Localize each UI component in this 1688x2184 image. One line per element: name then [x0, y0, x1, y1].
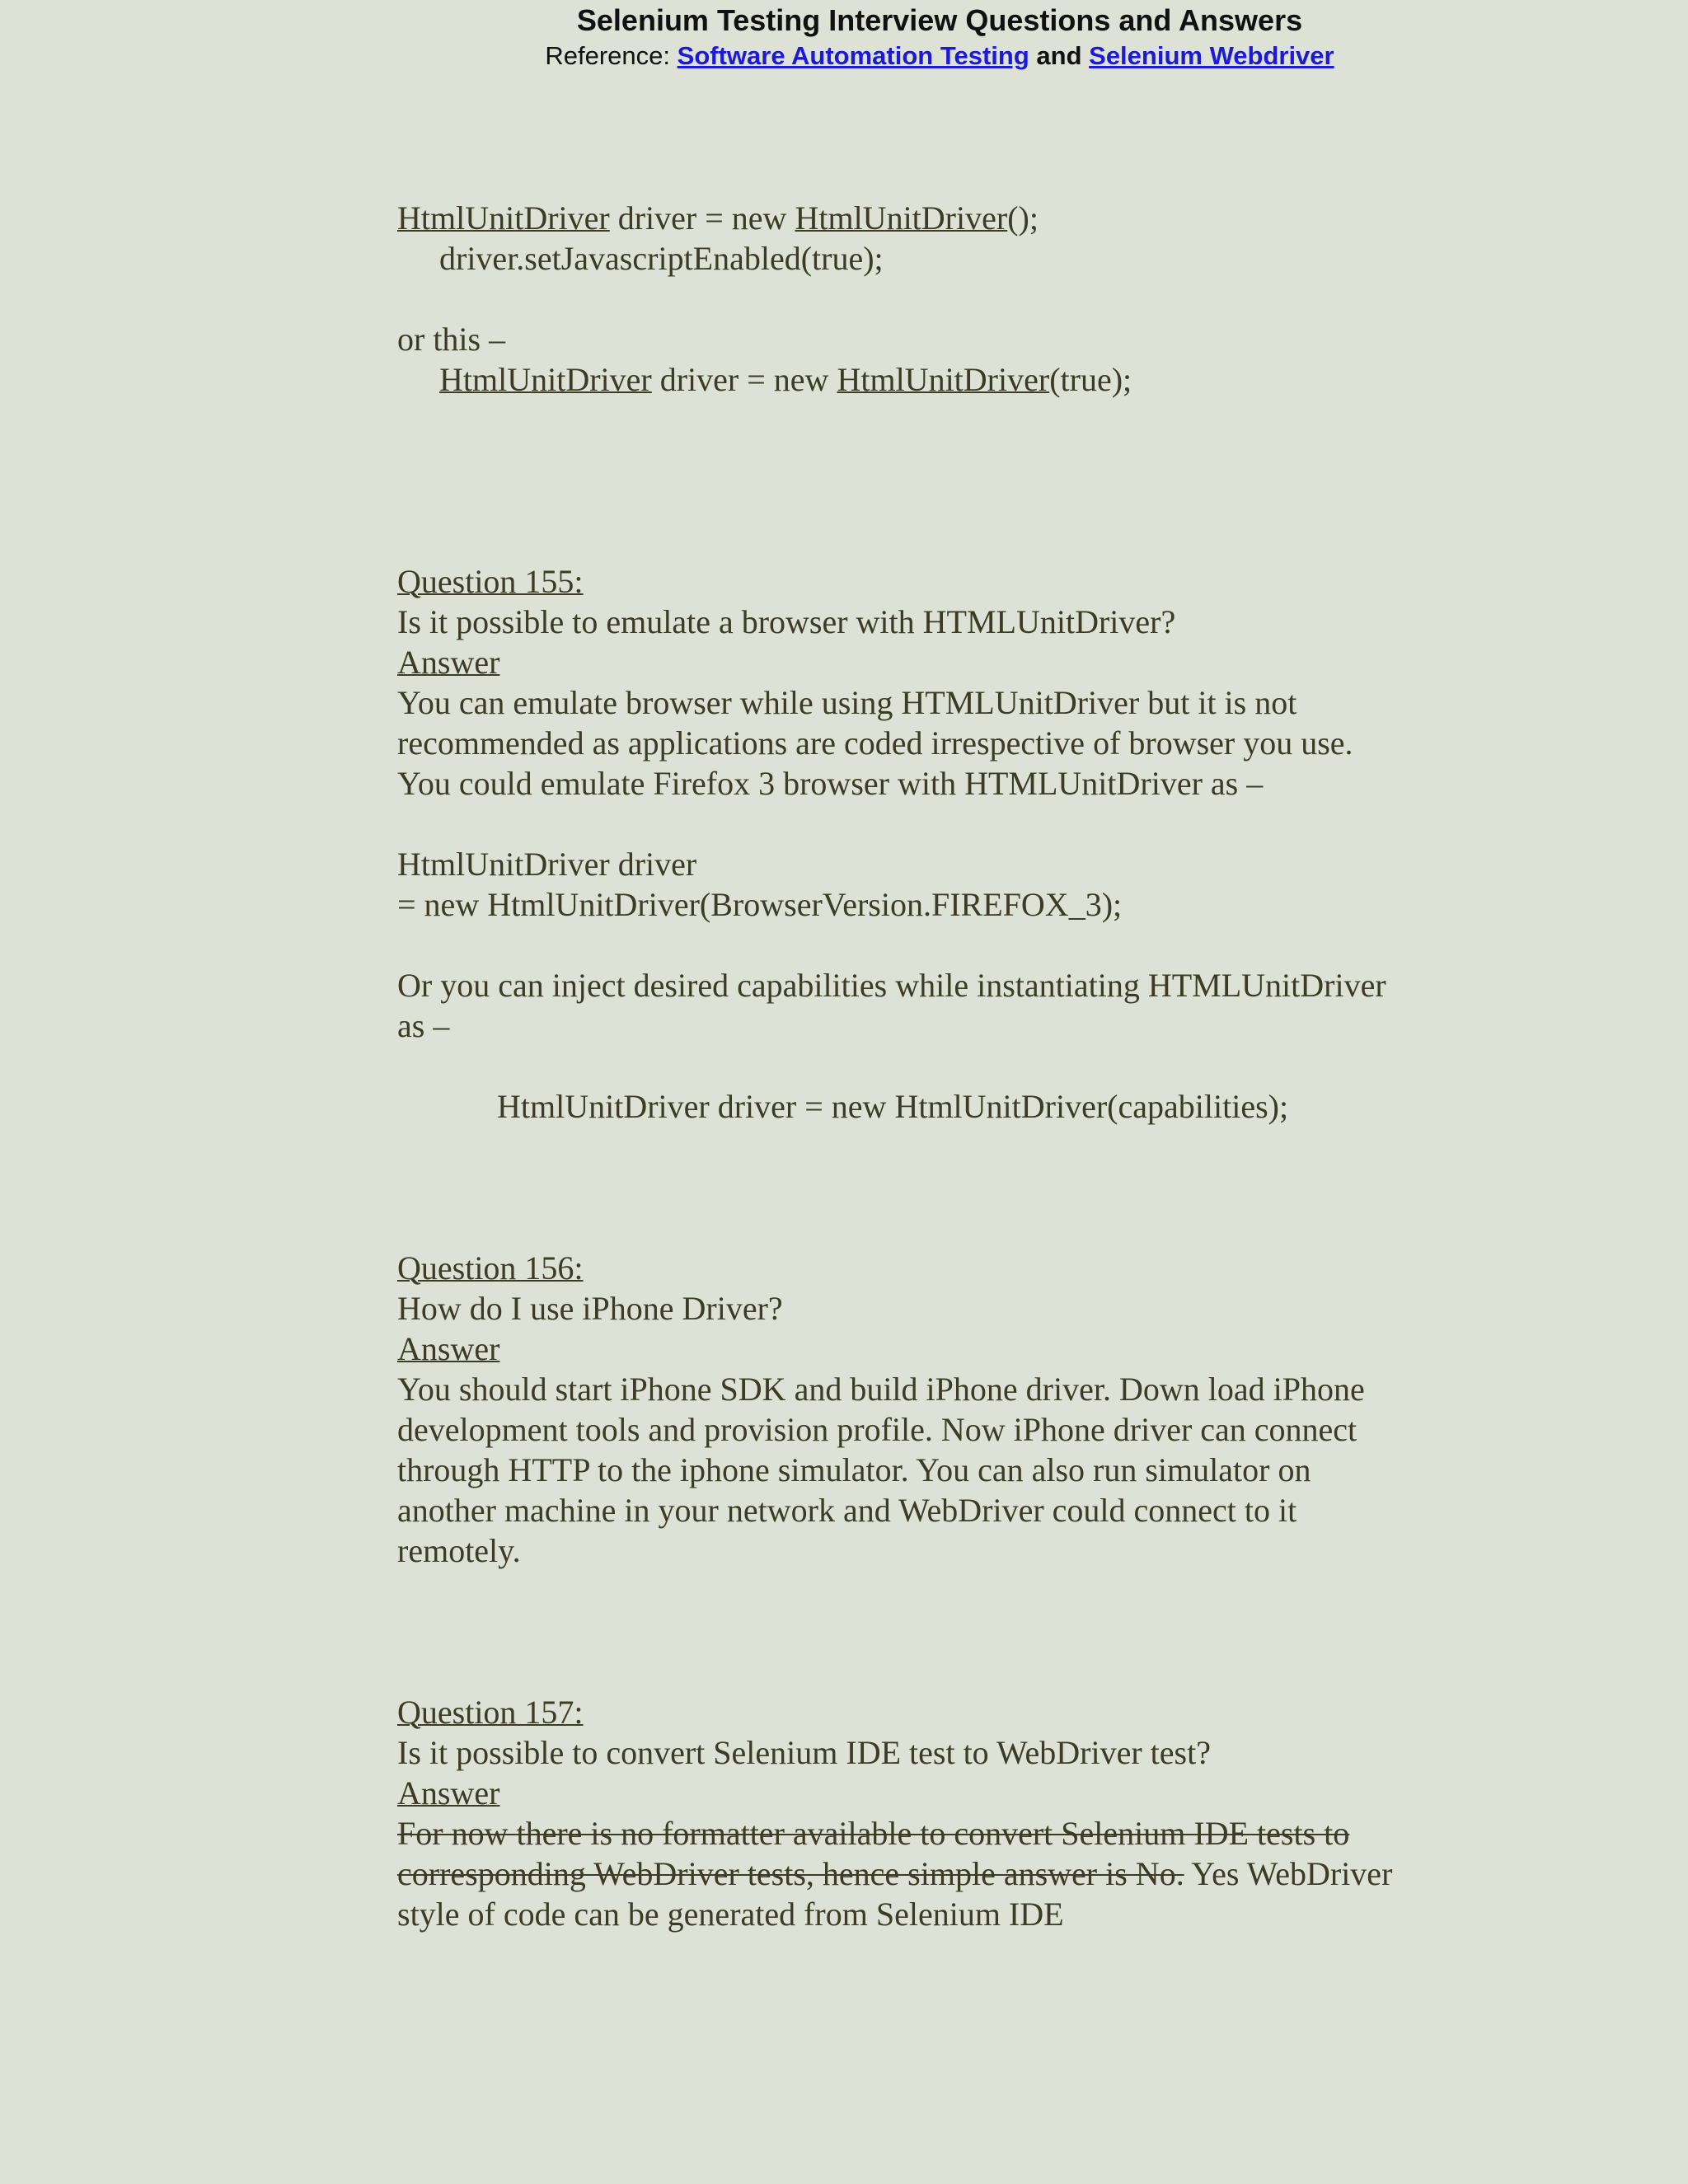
code-class-name: HtmlUnitDriver	[837, 361, 1050, 398]
document-body	[397, 198, 1493, 1934]
question-155-text: Is it possible to emulate a browser with HTMLUnitDriver?	[397, 603, 1176, 640]
code-class-name: HtmlUnitDriver	[795, 199, 1008, 237]
code-line-3	[397, 359, 1493, 400]
answer-156-label: Answer	[397, 1330, 500, 1367]
and-text: and	[1036, 41, 1082, 70]
answer-157-line	[397, 1854, 1493, 1894]
question-157-heading: Question 157:	[397, 1694, 584, 1731]
answer-155-code: HtmlUnitDriver driver = new HtmlUnitDriver(capabilities);	[497, 1088, 1289, 1125]
selenium-webdriver-link[interactable]: Selenium Webdriver	[1089, 41, 1334, 70]
code-class-name: HtmlUnitDriver	[397, 199, 610, 237]
question-156-heading: Question 156:	[397, 1249, 584, 1286]
code-text: driver = new	[651, 361, 837, 398]
answer-155-line: You can emulate browser while using HTMLUnitDriver but it is not	[397, 684, 1297, 721]
or-this-text: or this –	[397, 321, 506, 358]
reference-label: Reference:	[545, 41, 671, 70]
answer-156-line: another machine in your network and WebDriver could connect to it	[397, 1492, 1297, 1529]
answer-155-label: Answer	[397, 644, 500, 681]
answer-155-code: HtmlUnitDriver driver	[397, 846, 697, 883]
answer-155-line: You could emulate Firefox 3 browser with HTMLUnitDriver as –	[397, 765, 1264, 802]
code-line-2: driver.setJavascriptEnabled(true);	[439, 240, 884, 277]
answer-157-text: Yes WebDriver	[1184, 1855, 1393, 1892]
reference-line	[96, 41, 1688, 71]
answer-157-struck-line: For now there is no formatter available to convert Selenium IDE tests to	[397, 1815, 1350, 1852]
answer-155-line: recommended as applications are coded irrespective of browser you use.	[397, 724, 1353, 762]
document-title: Selenium Testing Interview Questions and Answers	[576, 3, 1303, 37]
question-157-text: Is it possible to convert Selenium IDE test to WebDriver test?	[397, 1734, 1211, 1771]
answer-155-line: Or you can inject desired capabilities while instantiating HTMLUnitDriver	[397, 967, 1386, 1004]
code-text: driver = new	[609, 199, 795, 237]
code-text: ();	[1007, 199, 1039, 237]
question-156-text: How do I use iPhone Driver?	[397, 1290, 783, 1327]
code-text: (true);	[1049, 361, 1132, 398]
answer-157-line: style of code can be generated from Selenium IDE	[397, 1896, 1064, 1933]
answer-156-line: You should start iPhone SDK and build iPhone driver. Down load iPhone	[397, 1371, 1365, 1408]
answer-157-label: Answer	[397, 1774, 500, 1811]
answer-157-struck-text: corresponding WebDriver tests, hence simple answer is No.	[397, 1855, 1184, 1892]
answer-155-code: = new HtmlUnitDriver(BrowserVersion.FIREFOX_3);	[397, 886, 1123, 923]
software-automation-testing-link[interactable]: Software Automation Testing	[677, 41, 1029, 70]
answer-156-line: remotely.	[397, 1532, 521, 1569]
code-line-1	[397, 198, 1493, 238]
answer-156-line: development tools and provision profile. Now iPhone driver can connect	[397, 1411, 1357, 1448]
answer-156-line: through HTTP to the iphone simulator. You can also run simulator on	[397, 1451, 1311, 1488]
code-class-name: HtmlUnitDriver	[439, 361, 652, 398]
question-155-heading: Question 155:	[397, 563, 584, 600]
answer-155-line: as –	[397, 1007, 450, 1044]
